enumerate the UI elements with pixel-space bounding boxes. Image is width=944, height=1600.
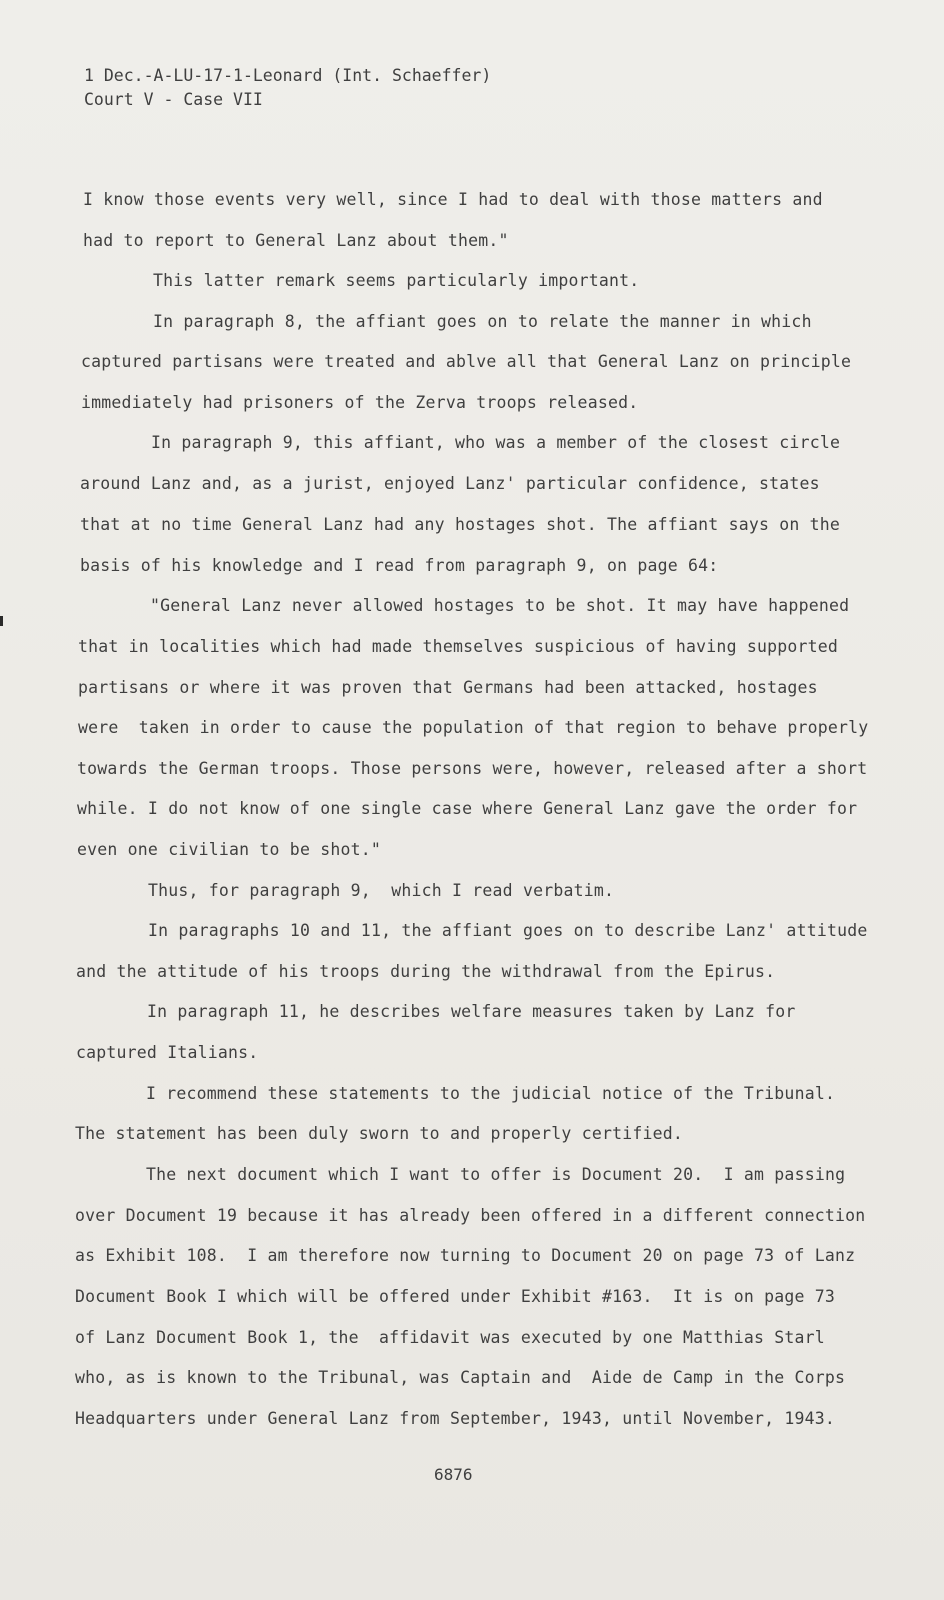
text-line: captured Italians. [76,1043,259,1062]
text-line: immediately had prisoners of the Zerva troops released. [81,393,639,412]
text-line: Thus, for paragraph 9, which I read verbatim. [148,881,615,900]
text-line: "General Lanz never allowed hostages to be shot. It may have happened [150,596,850,615]
text-line: of Lanz Document Book 1, the affidavit was executed by one Matthias Starl [75,1328,825,1347]
text-line: who, as is known to the Tribunal, was Captain and Aide de Camp in the Corps [75,1368,846,1387]
page-number: 6876 [434,1465,473,1484]
text-line: I recommend these statements to the judicial notice of the Tribunal. [146,1084,836,1103]
text-line: Headquarters under General Lanz from September, 1943, until November, 1943. [75,1409,836,1428]
header-line-2: Court V - Case VII [84,90,263,109]
document-header [84,64,491,112]
text-line: In paragraphs 10 and 11, the affiant goes on to describe Lanz' attitude [148,921,868,940]
text-line: In paragraph 11, he describes welfare measures taken by Lanz for [147,1002,796,1021]
text-line: The statement has been duly sworn to and properly certified. [75,1124,684,1143]
text-line: around Lanz and, as a jurist, enjoyed Lanz' particular confidence, states [80,474,820,493]
text-line: that at no time General Lanz had any hostages shot. The affiant says on the [80,515,841,534]
text-line: In paragraph 9, this affiant, who was a member of the closest circle [151,433,841,452]
binding-mark [0,616,3,626]
text-line: that in localities which had made themselves suspicious of having supported [78,637,839,656]
text-line: partisans or where it was proven that Germans had been attacked, hostages [78,678,818,697]
text-line: over Document 19 because it has already been offered in a different connection [75,1206,866,1225]
text-line: basis of his knowledge and I read from paragraph 9, on page 64: [80,556,719,575]
text-line: captured partisans were treated and ablve all that General Lanz on principle [81,352,852,371]
text-line: In paragraph 8, the affiant goes on to relate the manner in which [153,312,812,331]
text-line: This latter remark seems particularly important. [153,271,640,290]
text-line: even one civilian to be shot." [77,840,382,859]
text-line: had to report to General Lanz about them." [83,231,509,250]
text-line: as Exhibit 108. I am therefore now turning to Document 20 on page 73 of Lanz [75,1246,856,1265]
text-line: while. I do not know of one single case where General Lanz gave the order for [77,799,858,818]
text-line: I know those events very well, since I had to deal with those matters and [83,190,823,209]
text-line: towards the German troops. Those persons were, however, released after a short [77,759,868,778]
text-line: The next document which I want to offer is Document 20. I am passing [146,1165,846,1184]
text-line: Document Book I which will be offered under Exhibit #163. It is on page 73 [75,1287,836,1306]
header-line-1: 1 Dec.-A-LU-17-1-Leonard (Int. Schaeffer) [84,66,492,85]
text-line: and the attitude of his troops during the withdrawal from the Epirus. [76,962,776,981]
text-line: were taken in order to cause the population of that region to behave properly [78,718,869,737]
